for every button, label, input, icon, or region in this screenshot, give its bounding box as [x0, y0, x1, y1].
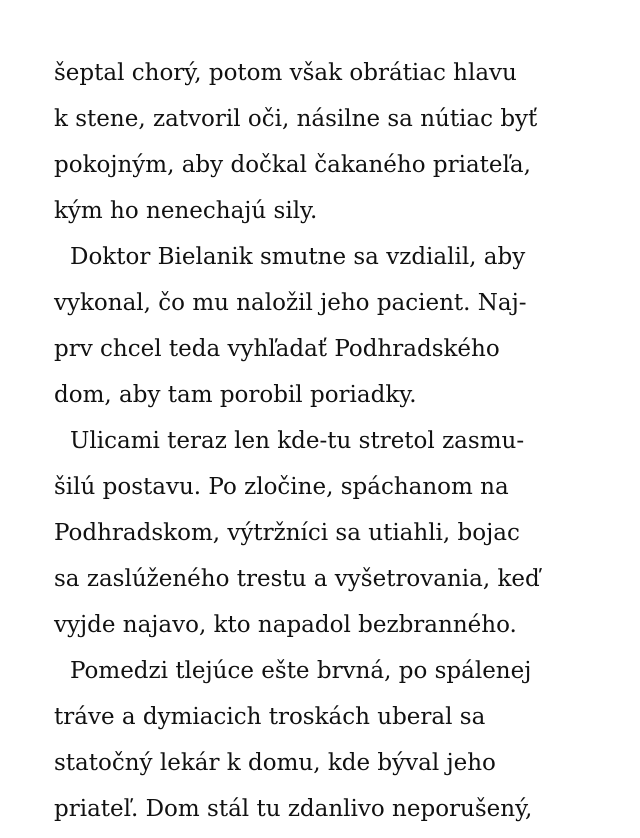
- text-line: priateľ. Dom stál tu zdanlivo neporušený,: [54, 796, 533, 822]
- text-line: k stene, zatvoril oči, násilne sa nútiac byť: [54, 106, 538, 132]
- text-line: šilú postavu. Po zločine, spáchanom na: [54, 474, 509, 500]
- text-line: prv chcel teda vyhľadať Podhradského: [54, 336, 500, 362]
- text-line: tráve a dymiacich troskách uberal sa: [54, 704, 486, 730]
- text-line: statočný lekár k domu, kde býval jeho: [54, 750, 496, 776]
- paragraph-start-line: Pomedzi tlejúce ešte brvná, po spálenej: [70, 658, 532, 684]
- text-line: Podhradskom, výtržníci sa utiahli, bojac: [54, 520, 520, 546]
- paragraph-start-line: Ulicami teraz len kde-tu stretol zasmu-: [70, 428, 525, 454]
- text-line: pokojným, aby dočkal čakaného priateľa,: [54, 152, 531, 178]
- paragraph-start-line: Doktor Bielanik smutne sa vzdialil, aby: [70, 244, 526, 270]
- text-line: dom, aby tam porobil poriadky.: [54, 382, 417, 408]
- text-line: vyjde najavo, kto napadol bezbranného.: [54, 612, 517, 638]
- body-text: [54, 56, 594, 838]
- text-line: kým ho nenechajú sily.: [54, 198, 318, 224]
- text-line: sa zaslúženého trestu a vyšetrovania, keď: [54, 566, 540, 592]
- text-line: vykonal, čo mu naložil jeho pacient. Naj-: [54, 290, 527, 316]
- text-line: šeptal chorý, potom však obrátiac hlavu: [54, 60, 517, 86]
